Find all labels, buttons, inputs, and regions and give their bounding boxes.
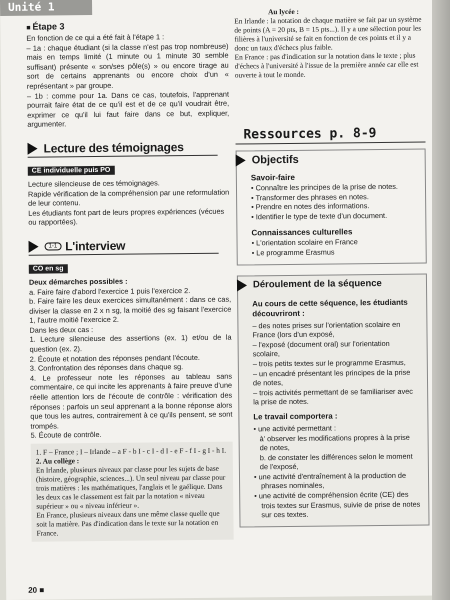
savoir-faire-title: Savoir-faire — [250, 172, 295, 183]
triangle-icon — [236, 154, 246, 166]
answer-line-1: 1. F – France ; I – Irlande – a F - b I - c I - d I - e F - f I - g I - h I. — [35, 445, 227, 457]
connaissances-item: • L'orientation scolaire en France — [252, 237, 418, 248]
deroulement-item: – trois activités permettant de se familiariser avec la prise de notes. — [253, 386, 413, 407]
deroulement-body — [238, 289, 428, 526]
college-text-2: En France, plusieurs niveaux dans une même classe quelle que soit la matière. Pas d'indication dans le texte sur la notation en France. — [36, 508, 220, 538]
ressources-title: Ressources p. 8-9 — [243, 126, 377, 143]
interview-heading — [29, 238, 231, 254]
savoir-faire-item: • Transformer des phrases en notes. — [251, 191, 417, 202]
interview-title: L'interview — [65, 238, 126, 254]
travail-title: Le travail comportera : — [253, 411, 338, 422]
triangle-icon — [29, 241, 39, 253]
book-spine — [432, 0, 450, 600]
deroulement-item: – l'exposé (document oral) sur l'orientation scolaire, — [252, 338, 390, 359]
audio-track-icon: 1-1 — [45, 242, 62, 250]
travail-item: b. de constater les différences selon le moment de l'exposé, — [259, 451, 413, 472]
square-icon: ■ — [39, 585, 45, 595]
travail-item: • une activité permettant : — [253, 423, 419, 434]
lycee-label: Au lycée : — [268, 6, 299, 17]
deroulement-item: – trois petits textes sur le programme Erasmus, — [252, 357, 406, 369]
lecture-line-2: Les étudiants font part de leurs propres expériences (vécues ou rapportées). — [28, 206, 225, 228]
objectifs-body — [237, 165, 426, 265]
interview-badge: CO en sg — [29, 264, 68, 273]
etape3-line-1: – 1a : chaque étudiant (si la classe n'est pas trop nombreuse) mais en temps limité (1 minute ou 1 minute 30 semble suffisant) présente « son/ses pôle(s) » ou encore tirage au sort de certains apprenants ou encore choix d'un « représentant » par groupe. — [26, 41, 229, 91]
page-number-text: 20 — [28, 585, 38, 595]
etape3-line-2: – 1b : comme pour 1a. Dans ce cas, toutefois, l'apprenant pourrait faire état de ce qu'il est et de ce qu'il voudrait être, exprimer ce qu'il lui faut faire dans ce but, expliquer, argumenter. — [26, 89, 230, 130]
savoir-faire-item: • Prendre en notes des informations. — [251, 201, 417, 212]
resources-block — [234, 16, 429, 528]
step-5: 5. Écoute de contrôle. — [30, 430, 102, 441]
cas-intro: Dans les deux cas : — [29, 324, 94, 335]
step-3: 3. Confrontation des réponses dans chaque sg. — [29, 362, 184, 373]
connaissances-title: Connaissances culturelles — [251, 227, 353, 238]
objectifs-panel — [236, 149, 427, 266]
deux-b: b. Faire faire les deux exercices simultanément : dans ce cas, diviser la classe en 2 x n sg, la moitié des sg faisant l'exercice 1, l'autre moitié l'exercice 2. — [29, 294, 232, 325]
step-1: 1. Lecture silencieuse des assertions (ex. 1) et/ou de la question (ex. 2). — [29, 333, 232, 354]
unit-tab: Unité 1 — [0, 0, 92, 16]
lecture-badge: CE individuelle puis PO — [28, 166, 115, 176]
college-label: 2. Au collège : — [35, 456, 80, 466]
lecture-line-0: Lecture silencieuse de ces témoignages. — [27, 178, 160, 189]
deroulement-intro: Au cours de cette séquence, les étudiants découvriront : — [252, 297, 408, 318]
deroulement-item: – des notes prises sur l'orientation scolaire en France (lors d'un exposé, — [252, 319, 401, 340]
answer-box — [31, 442, 234, 542]
college-text: En Irlande, plusieurs niveaux par classe pour les sujets de base (histoire, géographie, sciences...). Un seul niveau par classe pour trois matières : les mathématiques, l'anglais et le gaélique. Dans les deux cas le classement est fait par la notation « niveau supérieur » ou « niveau inférieur ». — [35, 463, 226, 511]
etape3-title: ■ Étape 3 — [26, 20, 228, 32]
lycee-text-2: En France : pas d'indication sur la notation dans le texte ; plus d'échecs à l'université à l'issue de la première année car elle est ouverte à tout le monde. — [234, 50, 419, 80]
travail-item: • une activité d'entraînement à la production de phrases nominales, — [254, 471, 420, 492]
travail-item: • une activité de compréhension écrite (CE) des trois textes sur Erasmus, suivie de prise de notes sur ces textes. — [254, 490, 420, 521]
savoir-faire-item: • Identifier le type de texte d'un document. — [251, 210, 417, 221]
deux-title: Deux démarches possibles : — [28, 276, 128, 287]
lecture-line-1: Rapide vérification de la compréhension par une reformulation de leur contenu. — [27, 187, 230, 208]
deroulement-title: Déroulement de la séquence — [252, 278, 382, 291]
triangle-icon — [237, 279, 247, 291]
lycee-text: En Irlande : la notation de chaque matière se fait par un système de points (A = 20 pts, B = 15 pts...). Il y a une sélection pour les filières à l'université se fait en fonction de ces points et il y a donc un taux d'échecs plus faible. — [234, 14, 422, 53]
deux-a: a. Faire faire d'abord l'exercice 1 puis l'exercice 2. — [29, 285, 191, 297]
savoir-faire-item: • Connaître les principes de la prise de notes. — [251, 182, 417, 193]
travail-item: à' observer les modifications propres à la prise de notes, — [259, 432, 410, 453]
lecture-heading — [27, 140, 229, 156]
etape3-line-0: En fonction de ce qui a été fait à l'étape 1 : — [26, 32, 165, 43]
left-column — [26, 20, 233, 542]
deroulement-panel — [237, 273, 430, 527]
deroulement-item: – un encadré présentant les principes de la prise de notes, — [252, 367, 411, 388]
lecture-title: Lecture des témoignages — [43, 140, 184, 156]
page-number — [28, 586, 44, 595]
objectifs-title: Objectifs — [251, 153, 299, 167]
connaissances-item: • Le programme Erasmus — [252, 247, 418, 258]
step-4: 4. Le professeur note les réponses au tableau sans commentaire, ce qui incite les apprenants à faire preuve d'une réelle attention lors de l'écoute de contrôle : vérification des réponses : parfois un seul apprenant a la bonne réponse alors que tous les autres, contrairement à ce qu'ils pensent, se sont trompés. — [29, 371, 233, 431]
triangle-icon — [27, 143, 37, 155]
step-2: 2. Écoute et notation des réponses pendant l'écoute. — [29, 352, 200, 364]
